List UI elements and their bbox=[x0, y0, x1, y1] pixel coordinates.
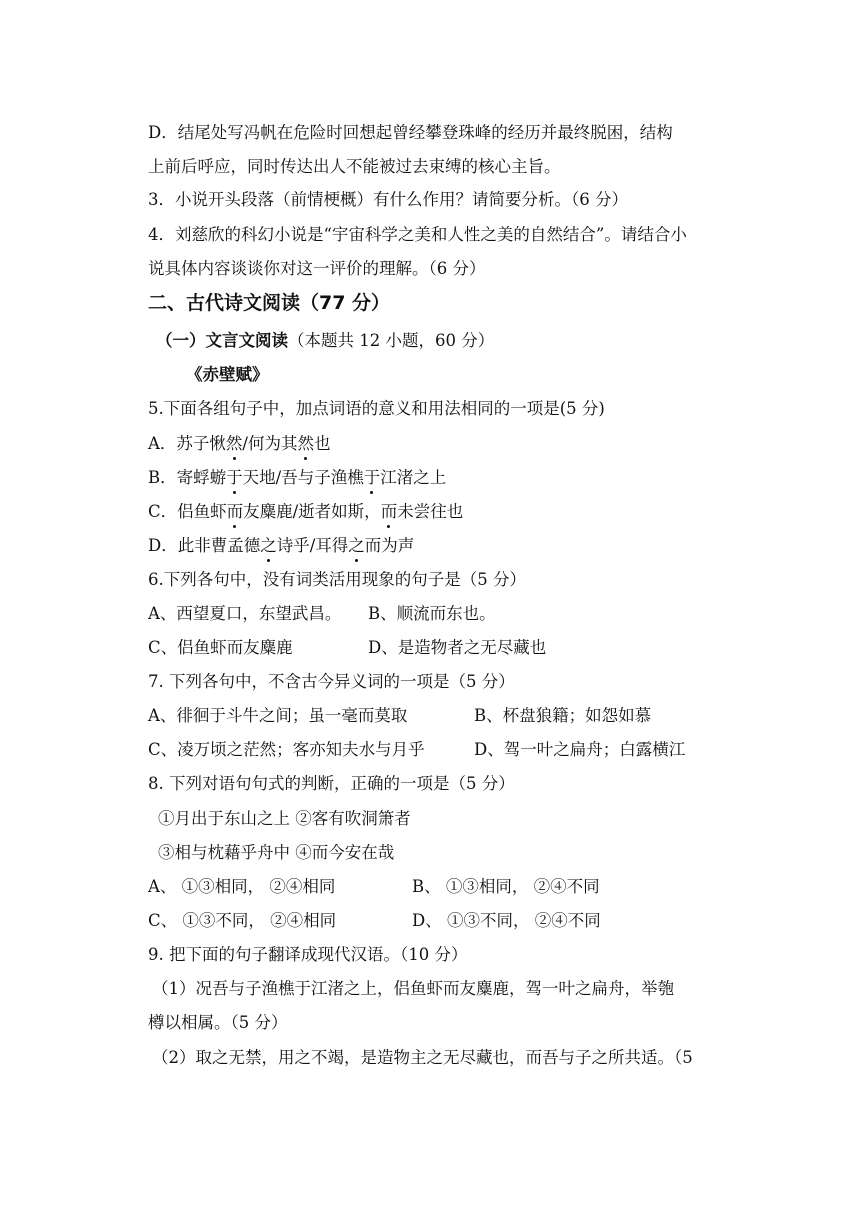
q-d-option-line1: D．结尾处写冯帆在危险时回想起曾经攀登珠峰的经历并最终脱困，结构 bbox=[148, 123, 673, 142]
question-6-row1 bbox=[148, 603, 496, 625]
question-3: 3．小说开头段落（前情梗概）有什么作用？请简要分析。（6 分） bbox=[148, 190, 628, 209]
subsection-1-heading bbox=[156, 330, 494, 352]
emphasis-dot-word: 于 bbox=[226, 468, 243, 487]
question-5-stem: 5.下面各组句子中，加点词语的意义和用法相同的一项是(5 分) bbox=[148, 399, 605, 418]
question-5-option-c: C．侣鱼虾而友麋鹿/逝者如斯，而未尝往也 bbox=[148, 502, 464, 521]
section-2-title: 二、古代诗文阅读（77 分） bbox=[148, 292, 391, 314]
emphasis-dot-word: 之 bbox=[260, 536, 277, 555]
question-4-line2: 说具体内容谈谈你对这一评价的理解。（6 分） bbox=[148, 259, 486, 278]
question-5-option-a: A．苏子愀然/何为其然也 bbox=[148, 434, 331, 453]
question-7-stem: 7. 下列各句中，不含古今异义词的一项是（5 分） bbox=[148, 672, 515, 691]
question-4-line1: 4．刘慈欣的科幻小说是“宇宙科学之美和人性之美的自然结合”。请结合小 bbox=[148, 225, 687, 244]
question-6-option-a: A、西望夏口，东望武昌。 bbox=[148, 604, 342, 623]
question-5-option-b: B．寄蜉蝣于天地/吾与子渔樵于江渚之上 bbox=[148, 468, 447, 487]
emphasis-dot-word: 而 bbox=[226, 502, 244, 521]
emphasis-dot-word: 然 bbox=[225, 434, 243, 453]
question-6-option-c: C、侣鱼虾而友麋鹿 bbox=[148, 638, 293, 657]
question-8-row1 bbox=[148, 876, 600, 898]
emphasis-dot-word: 然 bbox=[297, 434, 314, 453]
question-7-option-b: B、杯盘狼籍；如怨如慕 bbox=[474, 706, 652, 725]
question-7-row1 bbox=[148, 705, 652, 727]
question-8-row2 bbox=[148, 910, 601, 932]
question-9-part2-line1: （2）取之无禁，用之不竭，是造物主之无尽藏也，而吾与子之所共适。（5 bbox=[152, 1048, 693, 1067]
question-7-option-a: A、徘徊于斗牛之间；虽一毫而莫取 bbox=[148, 706, 408, 725]
question-6-option-b: B、顺流而东也。 bbox=[368, 604, 496, 623]
emphasis-dot-word: 之 bbox=[348, 536, 365, 555]
question-8-option-a: A、 ①③相同， ②④相同 bbox=[148, 877, 336, 896]
question-8-sentences-1: ①月出于东山之上 ②客有吹洞箫者 bbox=[158, 809, 411, 828]
subsection-1-note: （本题共 12 小题，60 分） bbox=[288, 331, 495, 350]
text-title: 《赤壁赋》 bbox=[186, 365, 269, 384]
question-8-sentences-2: ③相与枕藉乎舟中 ④而今安在哉 bbox=[158, 843, 395, 862]
question-9-stem: 9. 把下面的句子翻译成现代汉语。（10 分） bbox=[148, 945, 468, 964]
emphasis-dot-word: 于 bbox=[363, 468, 381, 487]
q-d-option-line2: 上前后呼应，同时传达出人不能被过去束缚的核心主旨。 bbox=[148, 157, 561, 176]
question-9-part1-line2: 樽以相属。（5 分） bbox=[148, 1013, 288, 1032]
question-9-part1-line1: （1）况吾与子渔樵于江渚之上，侣鱼虾而友麋鹿，驾一叶之扁舟，举匏 bbox=[152, 979, 674, 998]
question-8-option-b: B、 ①③相同， ②④不同 bbox=[412, 877, 600, 896]
question-7-row2 bbox=[148, 739, 686, 761]
question-8-option-c: C、 ①③不同， ②④相同 bbox=[148, 911, 337, 930]
question-8-stem: 8. 下列对语句句式的判断，正确的一项是（5 分） bbox=[148, 774, 515, 793]
question-7-option-d: D、驾一叶之扁舟；白露横江 bbox=[474, 740, 686, 759]
question-6-stem: 6.下列各句中，没有词类活用现象的句子是（5 分） bbox=[148, 570, 526, 589]
question-6-option-d: D、是造物者之无尽藏也 bbox=[368, 638, 547, 657]
question-6-row2 bbox=[148, 637, 547, 659]
emphasis-dot-word: 而 bbox=[380, 502, 398, 521]
question-7-option-c: C、凌万顷之茫然；客亦知夫水与月乎 bbox=[148, 740, 425, 759]
subsection-1-label: （一）文言文阅读 bbox=[156, 331, 288, 350]
question-5-option-d: D．此非曹孟德之诗乎/耳得之而为声 bbox=[148, 536, 415, 555]
question-8-option-d: D、 ①③不同， ②④不同 bbox=[412, 911, 601, 930]
